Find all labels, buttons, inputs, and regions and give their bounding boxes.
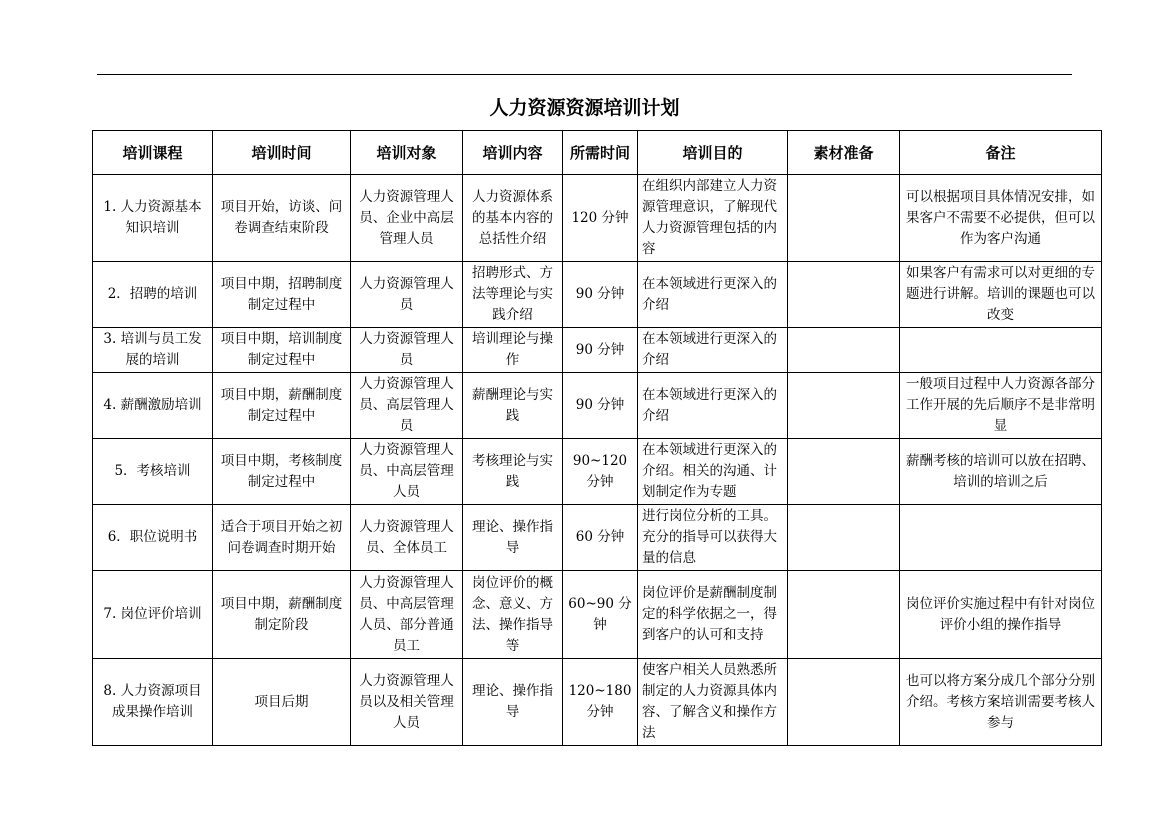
table-row <box>93 175 1102 262</box>
cell-remarks <box>900 328 1102 373</box>
cell-materials <box>788 328 900 373</box>
cell-content: 薪酬理论与实践 <box>463 373 563 439</box>
training-plan-table <box>92 130 1102 746</box>
cell-time: 项目中期，薪酬制度制定过程中 <box>213 373 351 439</box>
table-row <box>93 373 1102 439</box>
cell-purpose: 进行岗位分析的工具。充分的指导可以获得大量的信息 <box>638 505 788 571</box>
cell-remarks: 可以根据项目具体情况安排，如果客户不需要不必提供，但可以作为客户沟通 <box>900 175 1102 262</box>
cell-content: 招聘形式、方法等理论与实践介绍 <box>463 262 563 328</box>
table-row <box>93 505 1102 571</box>
header-content: 培训内容 <box>463 131 563 175</box>
cell-course: 5．考核培训 <box>93 439 213 505</box>
cell-materials <box>788 439 900 505</box>
cell-purpose: 在本领域进行更深入的介绍。相关的沟通、计划制定作为专题 <box>638 439 788 505</box>
cell-target: 人力资源管理人员、高层管理人员 <box>351 373 463 439</box>
cell-materials <box>788 571 900 659</box>
cell-purpose: 在本领域进行更深入的介绍 <box>638 373 788 439</box>
header-time: 培训时间 <box>213 131 351 175</box>
header-target: 培训对象 <box>351 131 463 175</box>
cell-purpose: 在本领域进行更深入的介绍 <box>638 328 788 373</box>
cell-purpose: 使客户相关人员熟悉所制定的人力资源具体内容、了解含义和操作方法 <box>638 659 788 746</box>
cell-purpose: 在本领域进行更深入的介绍 <box>638 262 788 328</box>
cell-target: 人力资源管理人员、中高层管理人员 <box>351 439 463 505</box>
cell-time: 项目开始，访谈、问卷调查结束阶段 <box>213 175 351 262</box>
header-remarks: 备注 <box>900 131 1102 175</box>
cell-remarks: 一般项目过程中人力资源各部分工作开展的先后顺序不是非常明显 <box>900 373 1102 439</box>
header-purpose: 培训目的 <box>638 131 788 175</box>
table-row <box>93 262 1102 328</box>
cell-remarks: 岗位评价实施过程中有针对岗位评价小组的操作指导 <box>900 571 1102 659</box>
cell-target: 人力资源管理人员、企业中高层管理人员 <box>351 175 463 262</box>
cell-content: 培训理论与操作 <box>463 328 563 373</box>
cell-materials <box>788 262 900 328</box>
cell-content: 理论、操作指导 <box>463 505 563 571</box>
cell-target: 人力资源管理人员、中高层管理人员、部分普通员工 <box>351 571 463 659</box>
cell-content: 岗位评价的概念、意义、方法、操作指导等 <box>463 571 563 659</box>
cell-course: 6．职位说明书 <box>93 505 213 571</box>
cell-course: 2．招聘的培训 <box>93 262 213 328</box>
cell-target: 人力资源管理人员以及相关管理人员 <box>351 659 463 746</box>
cell-duration: 90 分钟 <box>563 373 638 439</box>
cell-duration: 60 分钟 <box>563 505 638 571</box>
cell-remarks: 薪酬考核的培训可以放在招聘、培训的培训之后 <box>900 439 1102 505</box>
header-duration: 所需时间 <box>563 131 638 175</box>
table-header-row <box>93 131 1102 175</box>
header-course: 培训课程 <box>93 131 213 175</box>
cell-time: 项目中期，薪酬制度制定阶段 <box>213 571 351 659</box>
cell-time: 项目中期，培训制度制定过程中 <box>213 328 351 373</box>
cell-duration: 90 分钟 <box>563 328 638 373</box>
cell-time: 项目中期，考核制度制定过程中 <box>213 439 351 505</box>
cell-materials <box>788 175 900 262</box>
cell-course: 7. 岗位评价培训 <box>93 571 213 659</box>
cell-duration: 90~120 分钟 <box>563 439 638 505</box>
table-row <box>93 571 1102 659</box>
cell-course: 4. 薪酬激励培训 <box>93 373 213 439</box>
table-row <box>93 328 1102 373</box>
header-rule <box>97 74 1072 75</box>
cell-duration: 90 分钟 <box>563 262 638 328</box>
cell-duration: 120~180 分钟 <box>563 659 638 746</box>
cell-course: 8. 人力资源项目成果操作培训 <box>93 659 213 746</box>
cell-materials <box>788 659 900 746</box>
cell-target: 人力资源管理人员、全体员工 <box>351 505 463 571</box>
cell-materials <box>788 373 900 439</box>
cell-content: 人力资源体系的基本内容的总括性介绍 <box>463 175 563 262</box>
cell-time: 适合于项目开始之初问卷调查时期开始 <box>213 505 351 571</box>
cell-purpose: 岗位评价是薪酬制度制定的科学依据之一，得到客户的认可和支持 <box>638 571 788 659</box>
page-title: 人力资源资源培训计划 <box>489 97 680 119</box>
cell-duration: 60~90 分钟 <box>563 571 638 659</box>
cell-purpose: 在组织内部建立人力资源管理意识，了解现代人力资源管理包括的内容 <box>638 175 788 262</box>
cell-course: 1. 人力资源基本知识培训 <box>93 175 213 262</box>
cell-time: 项目中期，招聘制度制定过程中 <box>213 262 351 328</box>
cell-duration: 120 分钟 <box>563 175 638 262</box>
cell-content: 理论、操作指导 <box>463 659 563 746</box>
cell-course: 3. 培训与员工发展的培训 <box>93 328 213 373</box>
header-materials: 素材准备 <box>788 131 900 175</box>
cell-content: 考核理论与实践 <box>463 439 563 505</box>
cell-remarks <box>900 505 1102 571</box>
cell-target: 人力资源管理人员 <box>351 262 463 328</box>
cell-target: 人力资源管理人员 <box>351 328 463 373</box>
table-row <box>93 439 1102 505</box>
cell-time: 项目后期 <box>213 659 351 746</box>
cell-remarks: 也可以将方案分成几个部分分别介绍。考核方案培训需要考核人参与 <box>900 659 1102 746</box>
cell-materials <box>788 505 900 571</box>
cell-remarks: 如果客户有需求可以对更细的专题进行讲解。培训的课题也可以改变 <box>900 262 1102 328</box>
table-row <box>93 659 1102 746</box>
